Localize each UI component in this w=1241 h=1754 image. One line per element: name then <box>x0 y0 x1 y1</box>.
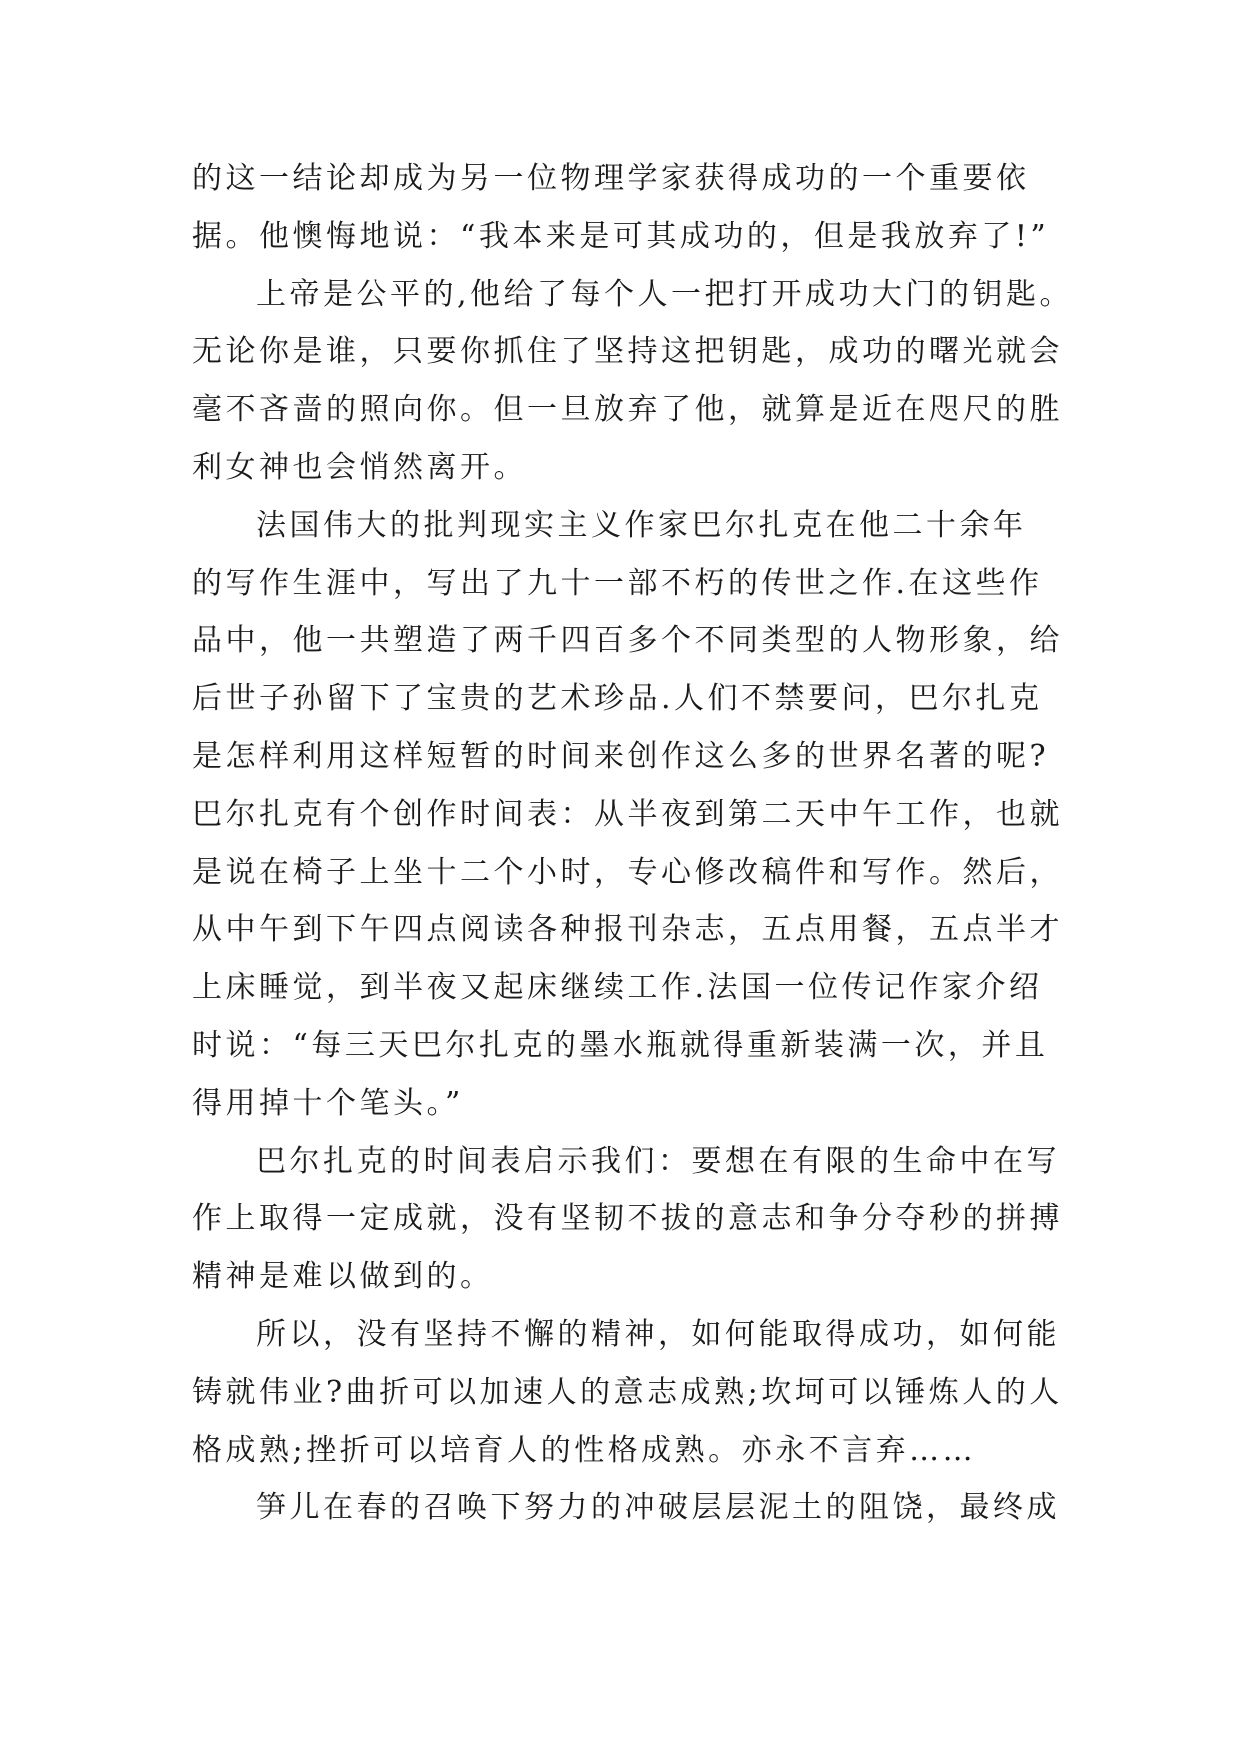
text-line: 所以，没有坚持不懈的精神，如何能取得成功，如何能 <box>256 1316 1060 1352</box>
text-line: 利女神也会悄然离开。 <box>192 449 527 485</box>
document-body <box>192 150 1072 1537</box>
text-line: 精神是难以做到的。 <box>192 1259 494 1295</box>
text-line: 时说：“每三天巴尔扎克的墨水瓶就得重新装满一次，并且 <box>192 1027 1049 1063</box>
text-line: 作上取得一定成就，没有坚韧不拔的意志和争分夺秒的拼搏 <box>192 1201 1063 1237</box>
text-line: 从中午到下午四点阅读各种报刊杂志，五点用餐，五点半才 <box>192 912 1063 948</box>
text-line: 法国伟大的批判现实主义作家巴尔扎克在他二十余年 <box>256 507 1027 543</box>
text-line: 上床睡觉，到半夜又起床继续工作.法国一位传记作家介绍 <box>192 970 1043 1006</box>
text-line: 据。他懊悔地说：“我本来是可其成功的，但是我放弃了!” <box>192 218 1050 254</box>
text-line: 上帝是公平的,他给了每个人一把打开成功大门的钥匙。 <box>256 276 1074 312</box>
text-line: 巴尔扎克的时间表启示我们：要想在有限的生命中在写 <box>256 1143 1060 1179</box>
text-line: 是说在椅子上坐十二个小时，专心修改稿件和写作。然后， <box>192 854 1063 890</box>
text-line: 毫不吝啬的照向你。但一旦放弃了他，就算是近在咫尺的胜 <box>192 392 1063 428</box>
text-line: 格成熟;挫折可以培育人的性格成熟。亦永不言弃…… <box>192 1432 977 1468</box>
text-line: 后世子孙留下了宝贵的艺术珍品.人们不禁要问，巴尔扎克 <box>192 681 1043 717</box>
text-line: 笋儿在春的召唤下努力的冲破层层泥土的阻饶，最终成 <box>256 1490 1060 1526</box>
text-line: 是怎样利用这样短暂的时间来创作这么多的世界名著的呢? <box>192 738 1050 774</box>
text-line: 无论你是谁，只要你抓住了坚持这把钥匙，成功的曙光就会 <box>192 334 1063 370</box>
text-line: 的写作生涯中，写出了九十一部不朽的传世之作.在这些作 <box>192 565 1043 601</box>
text-line: 的这一结论却成为另一位物理学家获得成功的一个重要依 <box>192 161 1030 196</box>
text-line: 得用掉十个笔头。” <box>192 1085 464 1121</box>
text-line: 铸就伟业?曲折可以加速人的意志成熟;坎坷可以锤炼人的人 <box>192 1374 1063 1410</box>
text-line: 巴尔扎克有个创作时间表：从半夜到第二天中午工作，也就 <box>192 796 1063 832</box>
text-line: 品中，他一共塑造了两千四百多个不同类型的人物形象，给 <box>192 623 1063 659</box>
